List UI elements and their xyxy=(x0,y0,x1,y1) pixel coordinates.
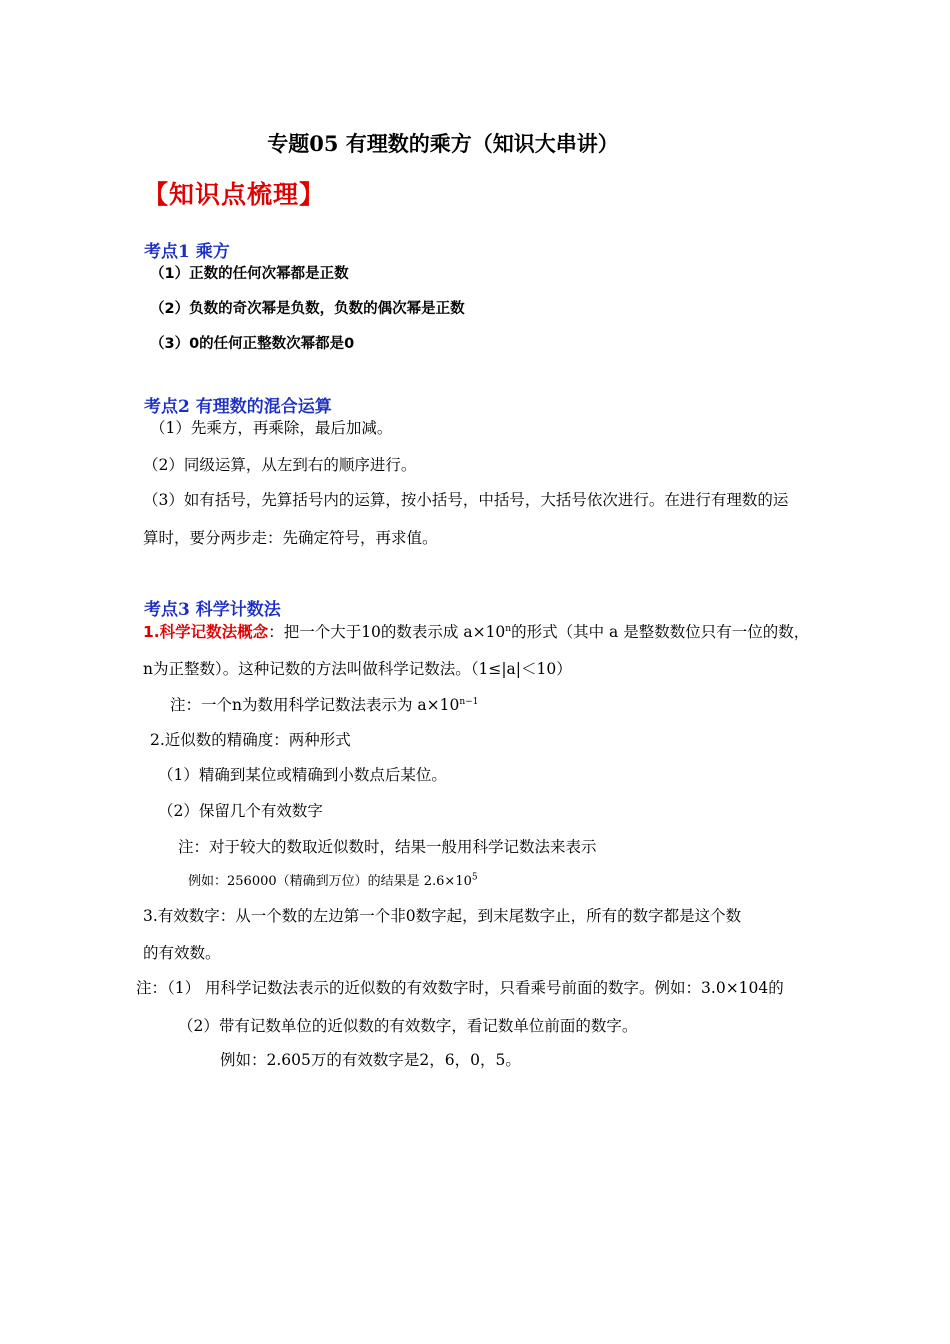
sig-line-1: 3.有效数字：从一个数的左边第一个非0数字起，到末尾数字止，所有的数字都是这个数 xyxy=(143,907,742,925)
example-2: 例如：2.605万的有效数字是2，6，0，5。 xyxy=(220,1051,521,1069)
concept-line-1 xyxy=(143,620,809,642)
point-2-item-3: （3）如有括号，先算括号内的运算，按小括号，中括号，大括号依次进行。在进行有理数的运 xyxy=(143,491,789,509)
approx-title: 2.近似数的精确度：两种形式 xyxy=(150,731,351,749)
point-1-item-1: （1）正数的任何次幂都是正数 xyxy=(150,266,349,282)
note-1 xyxy=(170,693,478,715)
concept-text-b: 的形式（其中 a 是整数数位只有一位的数， xyxy=(511,623,810,641)
concept-line-2: n为正整数）。这种记数的方法叫做科学记数法。（1≤|a|＜10） xyxy=(143,660,572,678)
point-2-item-3-cont: 算时，要分两步走：先确定符号，再求值。 xyxy=(143,529,438,547)
point-2-item-2: （2）同级运算，从左到右的顺序进行。 xyxy=(143,456,417,474)
point-1-item-3: （3）0的任何正整数次幂都是0 xyxy=(150,336,355,352)
note-2: 注：对于较大的数取近似数时，结果一般用科学记数法来表示 xyxy=(178,838,597,856)
example-1-text: 例如：256000（精确到万位）的结果是 2.6×10 xyxy=(188,874,472,889)
approx-item-2: （2）保留几个有效数字 xyxy=(158,802,323,820)
section-heading-2: 考点2 有理数的混合运算 xyxy=(144,397,332,417)
page-title: 专题05 有理数的乘方（知识大串讲） xyxy=(267,131,619,156)
point-2-item-1: （1）先乘方，再乘除，最后加减。 xyxy=(150,419,393,437)
sig-line-2: 的有效数。 xyxy=(143,944,221,962)
note-3-item-1: 注：（1） 用科学记数法表示的近似数的有效数字时，只看乘号前面的数字。例如：3.0×104的 xyxy=(136,979,784,997)
example-1 xyxy=(188,870,478,889)
section-banner: 【知识点梳理】 xyxy=(143,180,326,209)
section-heading-3: 考点3 科学计数法 xyxy=(144,600,281,620)
concept-label: 1.科学记数法概念 xyxy=(143,623,269,641)
example-1-exponent: 5 xyxy=(471,872,478,883)
note-3-item-2: （2）带有记数单位的近似数的有效数字，看记数单位前面的数字。 xyxy=(178,1017,638,1035)
section-heading-1: 考点1 乘方 xyxy=(144,242,230,262)
note-1-text: 注：一个n为数用科学记数法表示为 a×10 xyxy=(170,696,460,714)
point-1-item-2: （2）负数的奇次幂是负数，负数的偶次幂是正数 xyxy=(150,301,465,317)
concept-text-a: ：把一个大于10的数表示成 a×10 xyxy=(268,623,506,641)
concept-exponent: n xyxy=(505,623,512,634)
approx-item-1: （1）精确到某位或精确到小数点后某位。 xyxy=(158,766,447,784)
note-1-exponent: n−1 xyxy=(459,696,479,707)
